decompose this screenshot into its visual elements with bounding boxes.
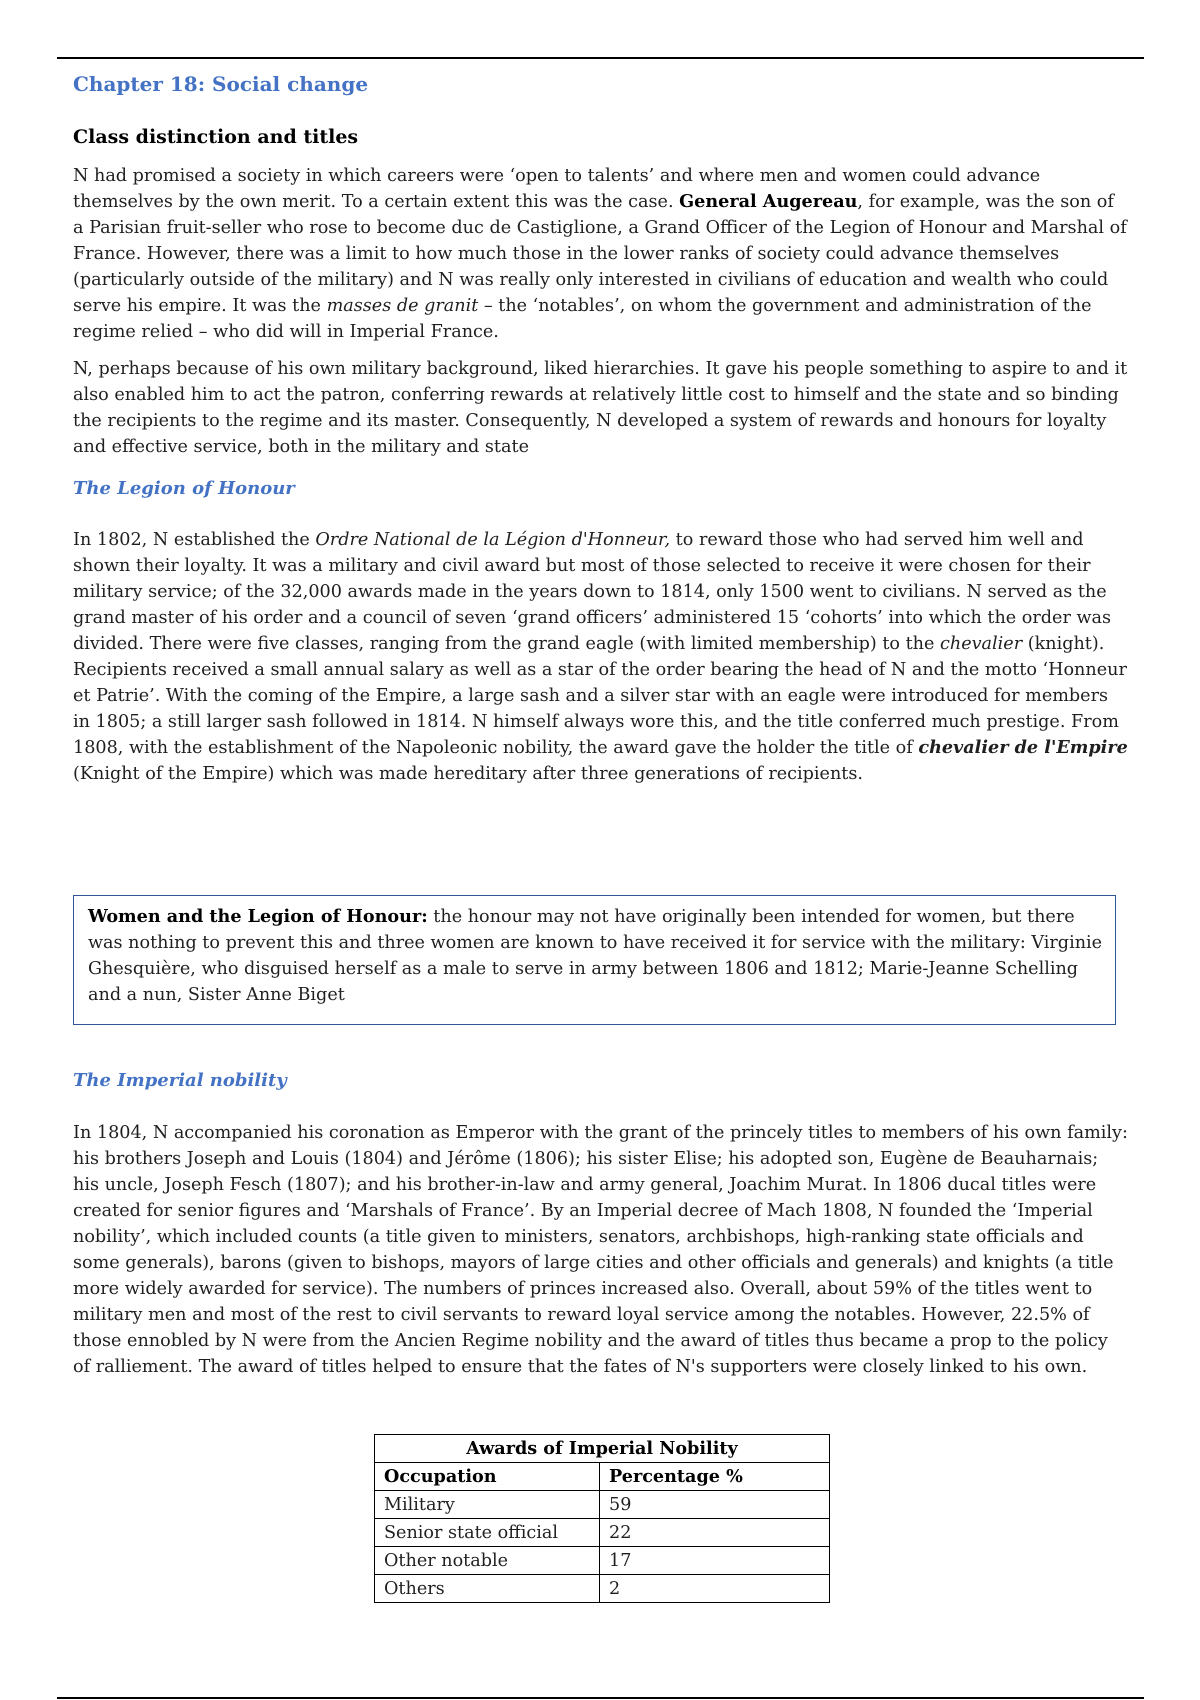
table-caption-row <box>375 1435 830 1463</box>
chevalier-italic: chevalier <box>940 634 1023 654</box>
para3-text-e: (knight). Recipients received a small annual salary as well as a star of the order bearing the head of N and the motto ‘Honneur et Patrie’. With the coming of the Empire, a large sash and a silver star with an eagle were introduced for members in 1805; a still larger sash followed in 1814. N himself always wore this, and the title conferred much prestige. From 1808, with the establishment of the Napoleonic nobility, the award gave the holder the title of <box>73 634 1127 758</box>
section-title: Class distinction and titles <box>73 126 359 148</box>
table-row <box>375 1519 830 1547</box>
table-cell-occupation: Senior state official <box>375 1519 600 1547</box>
table-cell-percentage: 2 <box>600 1575 830 1603</box>
para3-text-c: to reward those who had served him well and shown their loyalty. It was a military and civil award but most of those selected to receive it were chosen for their military service; of the 32,000 awards made in the years down to 1814, only 1500 went to civilians. N served as the grand master of his order and a council of seven ‘grand officers’ administered 15 ‘cohorts’ into which the order was divided. There were five classes, ranging from the grand eagle (with limited membership) to the <box>73 530 1112 654</box>
table-caption: Awards of Imperial Nobility <box>375 1435 830 1463</box>
table-cell-percentage: 17 <box>600 1547 830 1575</box>
table-row <box>375 1575 830 1603</box>
paragraph-imperial-nobility: In 1804, N accompanied his coronation as Emperor with the grant of the princely titles to members of his own family: his brothers Joseph and Louis (1804) and Jérôme (1806); his sister Elise; his adopted son, Eugène de Beauharnais; his uncle, Joseph Fesch (1807); and his brother-in-law and army general, Joachim Murat. In 1806 ducal titles were created for senior figures and ‘Marshals of France’. By an Imperial decree of Mach 1808, N founded the ‘Imperial nobility’, which included counts (a title given to ministers, senators, archbishops, high-ranking state officials and some generals), barons (given to bishops, mayors of large cities and other officials and generals) and knights (a title more widely awarded for service). The numbers of princes increased also. Overall, about 59% of the titles went to military men and most of the rest to civil servants to reward loyal service among the notables. However, 22.5% of those ennobled by N were from the Ancien Regime nobility and the award of titles thus became a prop to the policy of ralliement. The award of titles helped to ensure that the fates of N's supporters were closely linked to his own. <box>73 1123 1128 1377</box>
table-cell-occupation: Military <box>375 1491 600 1519</box>
table-row <box>375 1547 830 1575</box>
para1-text-a: N had promised a society in which careers were ‘open to talents’ and where men and women could advance themselves by the own merit. To a certain extent this was the case. <box>73 166 1041 212</box>
paragraph-hierarchies: N, perhaps because of his own military background, liked hierarchies. It gave his people something to aspire to and it also enabled him to act the patron, conferring rewards at relatively little cost to himself and the state and so binding the recipients to the regime and its master. Consequently, N developed a system of rewards and honours for loyalty and effective service, both in the military and state <box>73 359 1128 457</box>
chevalier-de-lempire-italic: chevalier de l'Empire <box>918 737 1128 758</box>
women-legion-callout-box <box>73 895 1116 1025</box>
bottom-rule <box>57 1697 1144 1699</box>
table-cell-percentage: 22 <box>600 1519 830 1547</box>
para1-text-e: – the ‘notables’, on whom the government and administration of the regime relied – who did will in Imperial France. <box>73 296 1092 342</box>
para1-text-c: , for example, was the son of a Parisian fruit-seller who rose to become duc de Castiglione, a Grand Officer of the Legion of Honour and Marshal of France. However, there was a limit to how much those in the lower ranks of society could advance themselves (particularly outside of the military) and N was really only interested in civilians of education and wealth who could serve his empire. It was the <box>73 192 1127 316</box>
para3-text-a: In 1802, N established the <box>73 530 316 550</box>
paragraph-careers <box>73 163 1128 345</box>
imperial-nobility-heading: The Imperial nobility <box>73 1070 287 1091</box>
column-header-percentage: Percentage % <box>600 1463 830 1491</box>
table-header-row <box>375 1463 830 1491</box>
paragraph-legion <box>73 527 1128 787</box>
masses-de-granit-italic: masses de granit <box>326 296 479 316</box>
callout-title-bold: Women and the Legion of Honour: <box>88 906 428 927</box>
table-cell-occupation: Other notable <box>375 1547 600 1575</box>
callout-text <box>88 904 1103 1008</box>
column-header-occupation: Occupation <box>375 1463 600 1491</box>
top-rule <box>57 57 1144 59</box>
chapter-title: Chapter 18: Social change <box>73 72 369 96</box>
awards-imperial-nobility-table <box>374 1434 830 1603</box>
general-augereau-bold: General Augereau <box>679 191 858 212</box>
table-cell-percentage: 59 <box>600 1491 830 1519</box>
ordre-national-italic: Ordre National de la Légion d'Honneur, <box>315 530 671 550</box>
table-cell-occupation: Others <box>375 1575 600 1603</box>
legion-of-honour-heading: The Legion of Honour <box>73 478 295 499</box>
callout-body: the honour may not have originally been intended for women, but there was nothing to prevent this and three women are known to have received it for service with the military: Virginie Ghesquière, who disguised herself as a male to serve in army between 1806 and 1812; Marie-Jeanne Schelling and a nun, Sister Anne Biget <box>88 907 1103 1005</box>
para3-text-g: (Knight of the Empire) which was made hereditary after three generations of recipients. <box>73 764 863 784</box>
table-row <box>375 1491 830 1519</box>
